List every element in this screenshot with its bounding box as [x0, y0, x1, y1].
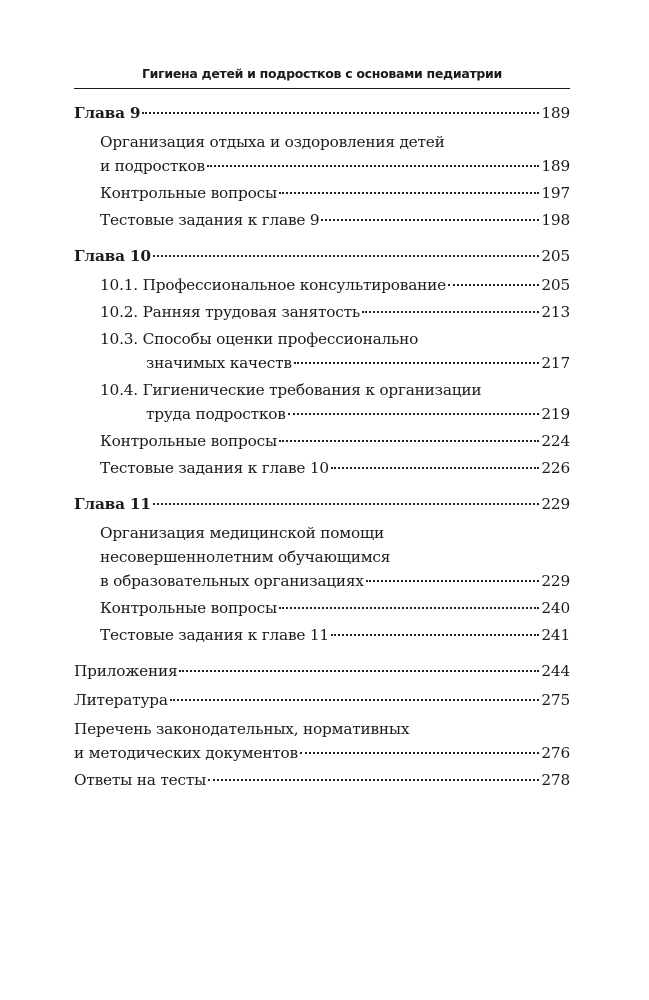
table-of-contents — [74, 101, 570, 792]
leader-dots — [153, 255, 540, 257]
page-number: 240 — [541, 599, 570, 617]
entry-line: Тестовые задания к главе 11 — [100, 626, 329, 644]
page-number: 229 — [541, 572, 570, 590]
leader-dots — [179, 670, 539, 672]
entry-line: Контрольные вопросы — [100, 184, 277, 202]
toc-entry[interactable] — [74, 300, 570, 324]
toc-entry[interactable] — [74, 181, 570, 205]
entry-line: 10.3. Способы оценки профессионально — [100, 330, 419, 348]
entry-line: Литература — [74, 691, 168, 709]
entry-line: 10.2. Ранняя трудовая занятость — [100, 303, 361, 321]
entry-line: 10.4. Гигиенические требования к организации — [100, 381, 482, 399]
entry-line: и методических документов — [74, 744, 298, 762]
page-number: 278 — [541, 771, 570, 789]
toc-entry[interactable] — [74, 327, 570, 375]
toc-entry[interactable] — [74, 623, 570, 647]
leader-dots — [288, 413, 540, 415]
page-number: 241 — [541, 626, 570, 644]
toc-chapter-10[interactable] — [74, 244, 570, 268]
toc-answers[interactable] — [74, 768, 570, 792]
entry-line: и подростков — [100, 157, 205, 175]
leader-dots — [321, 219, 539, 221]
leader-dots — [331, 467, 539, 469]
entry-line: Тестовые задания к главе 9 — [100, 211, 320, 229]
page-number: 275 — [541, 691, 570, 709]
entry-line: несовершеннолетним обучающимся — [100, 548, 391, 566]
entry-line: 10.1. Профессиональное консультирование — [100, 276, 446, 294]
page-number: 219 — [541, 405, 570, 423]
page-number: 244 — [541, 662, 570, 680]
toc-entry[interactable] — [74, 130, 570, 178]
page-number: 276 — [541, 744, 570, 762]
page-number: 189 — [541, 104, 570, 122]
leader-dots — [366, 580, 540, 582]
leader-dots — [207, 165, 539, 167]
leader-dots — [448, 284, 539, 286]
toc-entry[interactable] — [74, 456, 570, 480]
entry-line: в образовательных организациях — [100, 572, 364, 590]
entry-line: Организация отдыха и оздоровления детей — [100, 133, 445, 151]
toc-chapter-9[interactable] — [74, 101, 570, 125]
entry-line: Приложения — [74, 662, 178, 680]
chapter-title: Глава 11 — [74, 495, 151, 513]
page-number: 205 — [541, 276, 570, 294]
leader-dots — [279, 607, 539, 609]
leader-dots — [279, 192, 539, 194]
leader-dots — [331, 634, 539, 636]
toc-entry[interactable] — [74, 521, 570, 593]
header-rule — [74, 88, 570, 89]
page-number: 197 — [541, 184, 570, 202]
page-number: 224 — [541, 432, 570, 450]
page-number: 205 — [541, 247, 570, 265]
entry-line: Контрольные вопросы — [100, 599, 277, 617]
chapter-title: Глава 10 — [74, 247, 151, 265]
entry-line: значимых качеств — [146, 354, 292, 372]
page-number: 213 — [541, 303, 570, 321]
toc-entry[interactable] — [74, 596, 570, 620]
toc-entry[interactable] — [74, 378, 570, 426]
running-head: Гигиена детей и подростков с основами педиатрии — [142, 66, 502, 81]
leader-dots — [300, 752, 539, 754]
page-number: 189 — [541, 157, 570, 175]
leader-dots — [294, 362, 540, 364]
page-number: 229 — [541, 495, 570, 513]
entry-line: Контрольные вопросы — [100, 432, 277, 450]
leader-dots — [362, 311, 539, 313]
toc-entry[interactable] — [74, 273, 570, 297]
toc-literature[interactable] — [74, 688, 570, 712]
entry-line: Тестовые задания к главе 10 — [100, 459, 329, 477]
entry-line: Перечень законодательных, нормативных — [74, 720, 410, 738]
toc-documents[interactable] — [74, 717, 570, 765]
page-number: 226 — [541, 459, 570, 477]
toc-appendices[interactable] — [74, 659, 570, 683]
chapter-title: Глава 9 — [74, 104, 141, 122]
entry-line: Организация медицинской помощи — [100, 524, 384, 542]
leader-dots — [279, 440, 539, 442]
leader-dots — [170, 699, 540, 701]
entry-line: Ответы на тесты — [74, 771, 207, 789]
entry-line: труда подростков — [146, 405, 286, 423]
leader-dots — [142, 112, 539, 114]
toc-chapter-11[interactable] — [74, 492, 570, 516]
page-number: 198 — [541, 211, 570, 229]
leader-dots — [208, 779, 539, 781]
toc-entry[interactable] — [74, 429, 570, 453]
page-number: 217 — [541, 354, 570, 372]
leader-dots — [153, 503, 540, 505]
toc-entry[interactable] — [74, 208, 570, 232]
